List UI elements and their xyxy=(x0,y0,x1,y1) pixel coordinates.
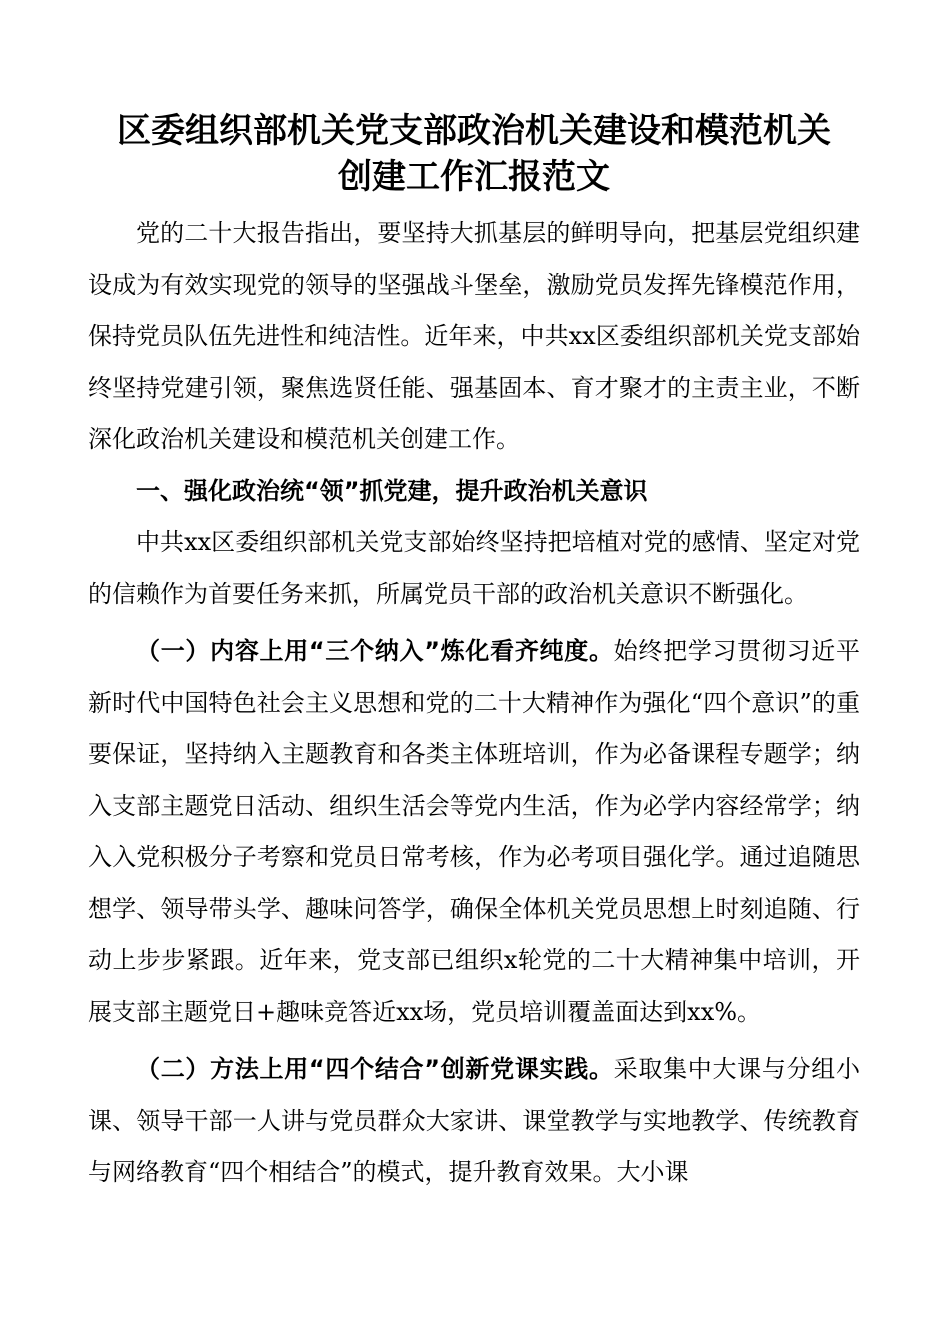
subsection-1-lead: （一）内容上用“三个纳入”炼化看齐纯度。 xyxy=(136,637,614,665)
title-line-2: 创建工作汇报范文 xyxy=(338,157,610,197)
document-page xyxy=(88,108,860,1199)
subsection-1-body: 始终把学习贯彻习近平新时代中国特色社会主义思想和党的二十大精神作为强化“四个意识”的重要保证，坚持纳入主题教育和各类主体班培训，作为必备课程专题学；纳入支部主题党日活动、组织生活会等党内生活，作为必学内容经常学；纳入入党积极分子考察和党员日常考核，作为必考项目强化学。通过追随思想学、领导带头学、趣味问答学，确保全体机关党员思想上时刻追随、行动上步步紧跟。近年来，党支部已组织x轮党的二十大精神集中培训，开展支部主题党日+趣味竞答近xx场，党员培训覆盖面达到xx%。 xyxy=(88,637,861,1026)
subsection-2-paragraph xyxy=(88,1044,860,1199)
section-1-intro-paragraph: 中共xx区委组织部机关党支部始终坚持把培植对党的感情、坚定对党的信赖作为首要任务来抓，所属党员干部的政治机关意识不断强化。 xyxy=(88,528,860,608)
subsection-2-lead: （二）方法上用“四个结合”创新党课实践。 xyxy=(136,1055,614,1083)
document-title xyxy=(88,108,860,200)
subsection-1-paragraph xyxy=(88,626,860,1038)
section-1-heading: 一、强化政治统“领”抓党建，提升政治机关意识 xyxy=(136,476,648,505)
subsection-2-body: 采取集中大课与分组小课、领导干部一人讲与党员群众大家讲、课堂教学与实地教学、传统教育与网络教育“四个相结合”的模式，提升教育效果。大小课 xyxy=(88,1055,861,1186)
intro-paragraph: 党的二十大报告指出，要坚持大抓基层的鲜明导向，把基层党组织建设成为有效实现党的领导的坚强战斗堡垒，激励党员发挥先锋模范作用，保持党员队伍先进性和纯洁性。近年来，中共xx区委组织部机关党支部始终坚持党建引领，聚焦选贤任能、强基固本、育才聚才的主责主业，不断深化政治机关建设和模范机关创建工作。 xyxy=(88,219,860,453)
title-line-1: 区委组织部机关党支部政治机关建设和模范机关 xyxy=(117,111,831,151)
